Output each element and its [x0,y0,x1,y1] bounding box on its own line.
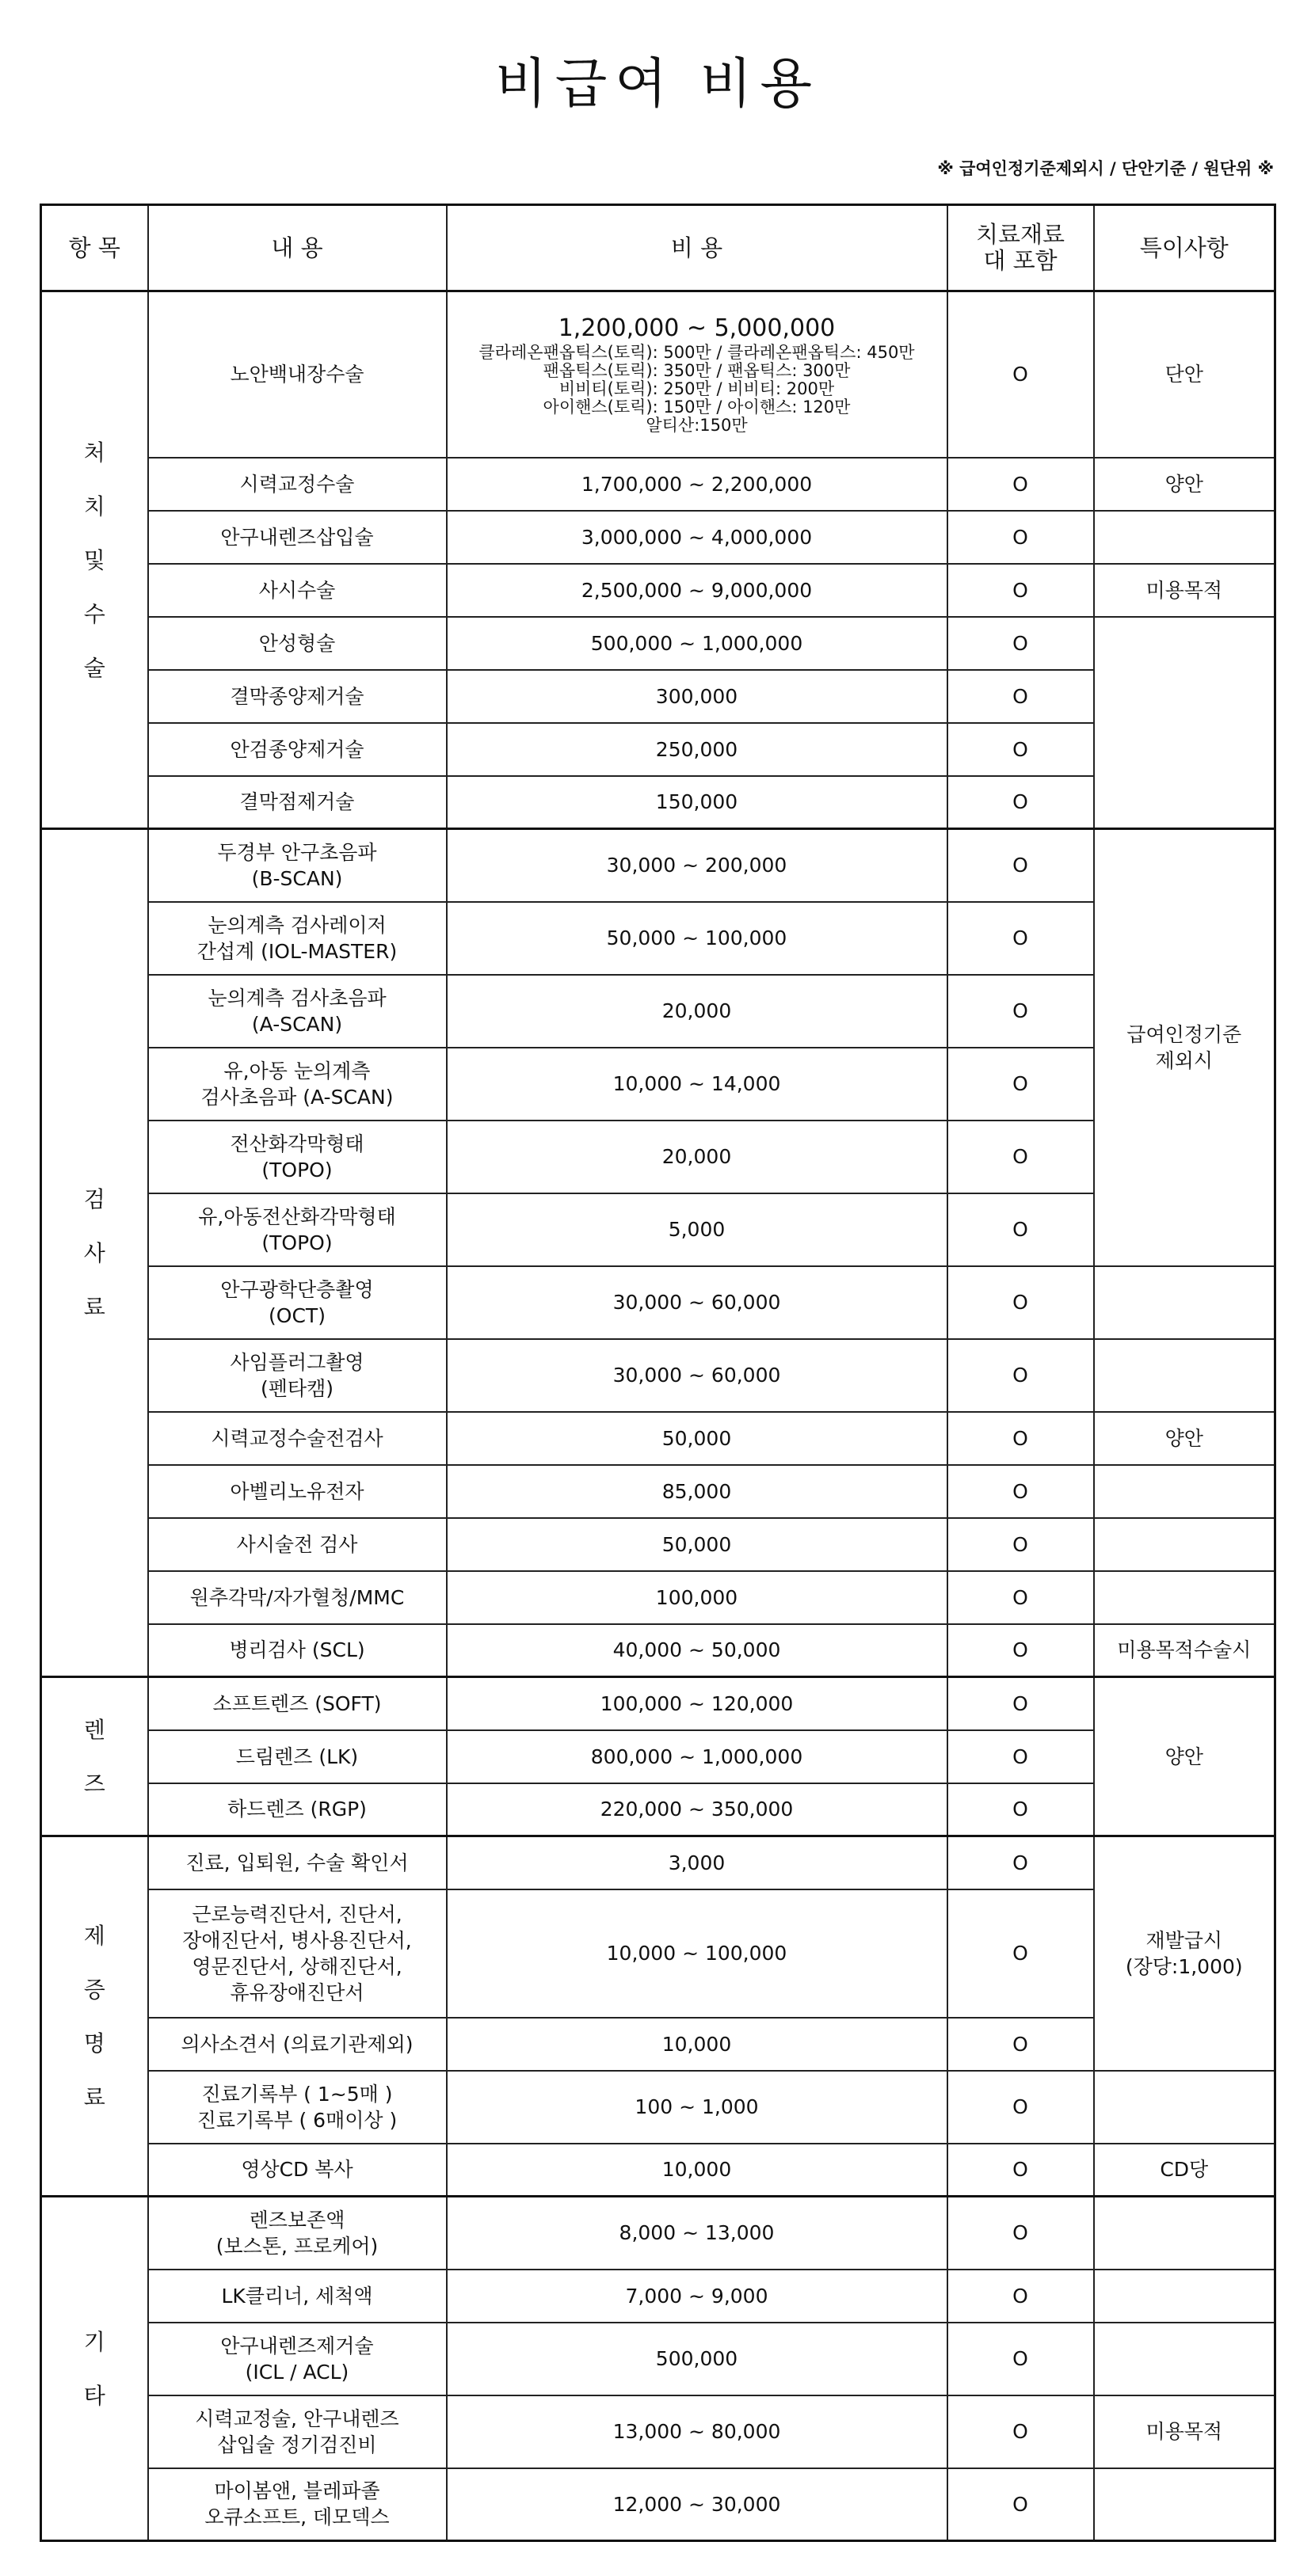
material-cell: O [947,2270,1094,2323]
material-cell: O [947,2323,1094,2395]
content-text: 영문진단서, 상해진단서, [192,1954,402,1978]
header-cost: 비 용 [447,205,947,291]
cost-cell: 20,000 [447,1121,947,1193]
remark-cell [1094,511,1275,564]
content-text: 진료기록부 ( 1~5매 ) [201,2082,393,2106]
cost-cell: 1,700,000 ~ 2,200,000 [447,458,947,511]
content-cell [148,1193,447,1266]
cost-cell: 250,000 [447,723,947,776]
content-cell [148,1465,447,1518]
remark-text: 제외시 [1155,1048,1213,1072]
content-cell [148,564,447,617]
category-spacer [47,519,143,547]
header-material [947,205,1094,291]
content-text: 드림렌즈 (LK) [235,1745,359,1768]
cost-cell: 220,000 ~ 350,000 [447,1783,947,1836]
content-text: 마이봄앤, 블레파졸 [214,2479,380,2503]
table-row [41,1624,1275,1677]
category-spacer [47,1949,143,1977]
remark-cell: 미용목적 [1094,2395,1275,2468]
remark-cell: 단안 [1094,291,1275,458]
material-cell: O [947,1412,1094,1465]
lens-price-detail: 비비티(토릭): 250만 / 비비티: 200만 [558,379,835,399]
content-cell [148,1518,447,1571]
remark-cell: 양안 [1094,1677,1275,1836]
content-text: 눈의계측 검사초음파 [208,986,387,1010]
content-text: 오큐소프트, 데모덱스 [204,2506,390,2529]
cost-cell: 3,000,000 ~ 4,000,000 [447,511,947,564]
content-text: 안성형술 [258,631,336,655]
content-cell [148,1624,447,1677]
material-cell: O [947,1783,1094,1836]
content-cell [148,2468,447,2541]
content-text: 휴유장애진단서 [230,1981,364,2004]
table-row [41,2395,1275,2468]
content-cell [148,829,447,902]
material-cell: O [947,975,1094,1048]
content-text: 사임플러그촬영 [230,1350,364,1374]
content-text: 렌즈보존액 [249,2208,345,2232]
category-spacer [47,2057,143,2084]
content-cell [148,511,447,564]
cost-cell: 10,000 ~ 100,000 [447,1889,947,2018]
page-title: 비급여 비용 [494,53,821,116]
remark-cell: 양안 [1094,1412,1275,1465]
table-row [41,2071,1275,2144]
material-cell: O [947,1266,1094,1339]
content-text: 유,아동전산화각막형태 [198,1204,396,1228]
content-text: (OCT) [269,1303,326,1327]
cost-cell: 300,000 [447,670,947,723]
content-cell [148,1783,447,1836]
header-remark: 특이사항 [1094,205,1275,291]
material-cell: O [947,511,1094,564]
category-char: 및 [83,546,105,573]
category-char: 검 [83,1185,105,1212]
remark-cell [1094,2270,1275,2323]
material-cell: O [947,1339,1094,1412]
content-text: 진료기록부 ( 6매이상 ) [196,2108,398,2132]
material-cell: O [947,564,1094,617]
content-cell [148,2323,447,2395]
content-text: 두경부 안구초음파 [217,840,377,864]
table-row [41,291,1275,458]
remark-cell [1094,2323,1275,2395]
cost-cell: 10,000 [447,2144,947,2197]
content-text: 삽입술 정기검진비 [217,2433,377,2456]
remark-cell: 미용목적 [1094,564,1275,617]
table-row [41,511,1275,564]
table-row [41,617,1275,670]
remark-cell [1094,1339,1275,1412]
material-cell: O [947,2018,1094,2071]
cost-cell: 30,000 ~ 60,000 [447,1266,947,1339]
content-text: 결막점제거술 [239,790,355,814]
material-cell: O [947,2144,1094,2197]
content-text: 노안백내장수술 [230,363,364,386]
cost-cell: 10,000 ~ 14,000 [447,1048,947,1121]
content-cell [148,1339,447,1412]
cost-cell: 800,000 ~ 1,000,000 [447,1730,947,1783]
table-row [41,975,1275,1048]
cost-cell: 8,000 ~ 13,000 [447,2197,947,2270]
material-cell: O [947,776,1094,829]
content-cell [148,1889,447,2018]
material-cell: O [947,1677,1094,1730]
header-content: 내 용 [148,205,447,291]
content-text: 병리검사 (SCL) [229,1638,365,1662]
table-row [41,776,1275,829]
category-cell [41,1677,148,1836]
group-surgery [41,291,1275,829]
content-cell [148,1836,447,1889]
table-header-row [41,205,1275,291]
remark-cell [1094,1266,1275,1339]
category-char: 제 [83,1922,105,1949]
remark-text: 재발급시 [1145,1928,1223,1952]
content-cell [148,1412,447,1465]
table-row [41,2197,1275,2270]
cost-cell: 30,000 ~ 200,000 [447,829,947,902]
remark-cell [1094,2468,1275,2541]
category-char: 명 [83,2030,105,2057]
cost-cell: 2,500,000 ~ 9,000,000 [447,564,947,617]
table-row [41,829,1275,902]
content-text: (A-SCAN) [251,1012,343,1036]
remark-cell [1094,1465,1275,1518]
material-cell: O [947,723,1094,776]
category-cell [41,2197,148,2541]
cost-cell: 100,000 [447,1571,947,1624]
category-spacer [47,2003,143,2030]
table-row [41,2468,1275,2541]
content-text: 사시수술 [258,578,336,602]
table-row [41,564,1275,617]
remark-cell: 양안 [1094,458,1275,511]
material-cell: O [947,670,1094,723]
category-spacer [47,2355,143,2383]
cost-cell: 13,000 ~ 80,000 [447,2395,947,2468]
table-row [41,1412,1275,1465]
cost-cell: 50,000 ~ 100,000 [447,902,947,975]
cost-cell: 50,000 [447,1412,947,1465]
content-text: (TOPO) [261,1158,333,1181]
group-others [41,2197,1275,2541]
cost-cell: 7,000 ~ 9,000 [447,2270,947,2323]
material-cell: O [947,1193,1094,1266]
remark-cell [1094,1571,1275,1624]
content-cell [148,2018,447,2071]
cost-cell [447,291,947,458]
content-text: 사시술전 검사 [236,1532,358,1556]
category-spacer [47,466,143,493]
category-spacer [47,1743,143,1771]
category-cell [41,1836,148,2197]
material-cell: O [947,829,1094,902]
table-row [41,2144,1275,2197]
material-cell: O [947,291,1094,458]
table-row [41,2270,1275,2323]
content-text: LK클리너, 세척액 [221,2284,373,2308]
remark-cell [1094,2197,1275,2270]
material-cell: O [947,1836,1094,1889]
content-text: (보스톤, 프로케어) [215,2234,379,2258]
content-cell [148,723,447,776]
table-row [41,2018,1275,2071]
table-row [41,1266,1275,1339]
content-cell [148,1677,447,1730]
content-text: 안구내렌즈삽입술 [220,525,374,549]
material-cell: O [947,1624,1094,1677]
material-cell: O [947,617,1094,670]
header-category: 항 목 [41,205,148,291]
content-cell [148,776,447,829]
cost-cell: 150,000 [447,776,947,829]
material-cell: O [947,1465,1094,1518]
content-text: 간섭계 (IOL-MASTER) [196,939,398,963]
cost-cell: 3,000 [447,1836,947,1889]
content-cell [148,2270,447,2323]
material-cell: O [947,1730,1094,1783]
material-cell: O [947,458,1094,511]
material-cell: O [947,1889,1094,2018]
table-row [41,1836,1275,1889]
remark-text: (장당:1,000) [1125,1954,1243,1978]
content-cell [148,2071,447,2144]
category-char: 처 [83,439,105,466]
table-row [41,1121,1275,1193]
cost-cell: 50,000 [447,1518,947,1571]
content-cell [148,617,447,670]
group-certificates [41,1836,1275,2197]
content-text: (TOPO) [261,1231,333,1254]
remark-cell [1094,1518,1275,1571]
category-cell [41,291,148,829]
content-cell [148,458,447,511]
lens-price-detail: 팬옵틱스(토릭): 350만 / 팬옵틱스: 300만 [543,361,851,381]
remark-text: 급여인정기준 [1126,1022,1242,1046]
group-lenses [41,1677,1275,1836]
category-char: 수 [83,600,105,627]
category-char: 료 [83,2083,105,2110]
category-char: 렌 [83,1716,105,1743]
content-cell [148,670,447,723]
table-row [41,1889,1275,2018]
material-cell: O [947,2071,1094,2144]
remark-cell [1094,2071,1275,2144]
content-cell [148,1048,447,1121]
table-row [41,1193,1275,1266]
content-text: (펜타캠) [261,1376,334,1400]
table-row [41,1677,1275,1730]
cost-cell: 5,000 [447,1193,947,1266]
category-cell [41,829,148,1677]
table-row [41,2323,1275,2395]
material-cell: O [947,1518,1094,1571]
content-text: 안구내렌즈제거술 [220,2334,374,2357]
material-cell: O [947,902,1094,975]
content-text: 하드렌즈 (RGP) [227,1798,367,1821]
material-cell: O [947,2468,1094,2541]
content-cell [148,291,447,458]
content-text: 시력교정술, 안구내렌즈 [195,2407,399,2430]
category-char: 증 [83,1976,105,2003]
table-row [41,1048,1275,1121]
category-spacer [47,573,143,601]
content-text: 장애진단서, 병사용진단서, [182,1928,412,1952]
content-text: 안구광학단층촬영 [220,1277,374,1301]
table-row [41,1339,1275,1412]
remark-cell [1094,1836,1275,2071]
content-cell [148,2395,447,2468]
cost-cell: 85,000 [447,1465,947,1518]
material-cell: O [947,1121,1094,1193]
cost-cell: 20,000 [447,975,947,1048]
content-text: 의사소견서 (의료기관제외) [181,2032,414,2056]
content-text: 소프트렌즈 (SOFT) [212,1691,382,1715]
content-text: 진료, 입퇴원, 수술 확인서 [185,1851,409,1874]
content-cell [148,1571,447,1624]
content-cell [148,2144,447,2197]
category-spacer [47,1266,143,1294]
category-spacer [47,627,143,655]
content-text: (ICL / ACL) [245,2360,349,2384]
table-row [41,1571,1275,1624]
lens-price-detail: 클라레온팬옵틱스(토릭): 500만 / 클라레온팬옵틱스: 450만 [478,343,915,363]
remark-cell [1094,829,1275,1266]
content-text: 아벨리노유전자 [230,1479,364,1503]
fee-table [40,204,1276,2542]
content-text: 영상CD 복사 [241,2158,353,2182]
category-char: 료 [83,1293,105,1320]
cost-cell: 100,000 ~ 120,000 [447,1677,947,1730]
material-cell: O [947,1571,1094,1624]
content-text: 전산화각막형태 [230,1132,364,1155]
category-char: 사 [83,1239,105,1266]
content-text: 유,아동 눈의계측 [223,1059,371,1083]
content-text: 안검종양제거술 [230,737,364,761]
pricing-note: ※ 급여인정기준제외시 / 단안기준 / 원단위 ※ [937,159,1274,178]
content-text: 근로능력진단서, 진단서, [192,1902,402,1926]
table-row [41,723,1275,776]
content-text: (B-SCAN) [251,866,343,890]
content-cell [148,1121,447,1193]
cost-cell: 500,000 [447,2323,947,2395]
content-cell [148,1730,447,1783]
category-char: 기 [83,2328,105,2355]
content-text: 눈의계측 검사레이저 [208,913,387,937]
category-char: 술 [83,654,105,681]
cost-range: 1,200,000 ~ 5,000,000 [558,314,836,343]
table-row [41,1783,1275,1836]
cost-cell: 40,000 ~ 50,000 [447,1624,947,1677]
cost-cell: 500,000 ~ 1,000,000 [447,617,947,670]
table-row [41,902,1275,975]
remark-cell: CD당 [1094,2144,1275,2197]
category-char: 타 [83,2382,105,2409]
category-char: 치 [83,493,105,519]
header-material-label: 치료재료대 포함 [975,221,1065,274]
content-text: 시력교정수술전검사 [211,1426,383,1450]
table-row [41,1465,1275,1518]
cost-cell: 100 ~ 1,000 [447,2071,947,2144]
lens-price-detail: 아이핸스(토릭): 150만 / 아이핸스: 120만 [543,398,851,417]
group-exams [41,829,1275,1677]
remark-cell [1094,617,1275,829]
content-text: 원추각막/자가혈청/MMC [189,1585,405,1609]
content-cell [148,2197,447,2270]
cost-cell: 12,000 ~ 30,000 [447,2468,947,2541]
content-text: 시력교정수술 [239,472,355,496]
content-text: 검사초음파 (A-SCAN) [200,1085,394,1109]
content-text: 결막종양제거술 [230,684,364,708]
table-row [41,670,1275,723]
material-cell: O [947,1048,1094,1121]
lens-price-detail: 알티산:150만 [646,416,748,436]
content-cell [148,1266,447,1339]
cost-cell: 10,000 [447,2018,947,2071]
content-cell [148,902,447,975]
material-cell: O [947,2197,1094,2270]
content-cell [148,975,447,1048]
remark-cell: 미용목적수술시 [1094,1624,1275,1677]
table-row [41,1518,1275,1571]
material-cell: O [947,2395,1094,2468]
cost-cell: 30,000 ~ 60,000 [447,1339,947,1412]
table-row [41,458,1275,511]
category-spacer [47,1212,143,1240]
table-row [41,1730,1275,1783]
category-char: 즈 [83,1770,105,1797]
